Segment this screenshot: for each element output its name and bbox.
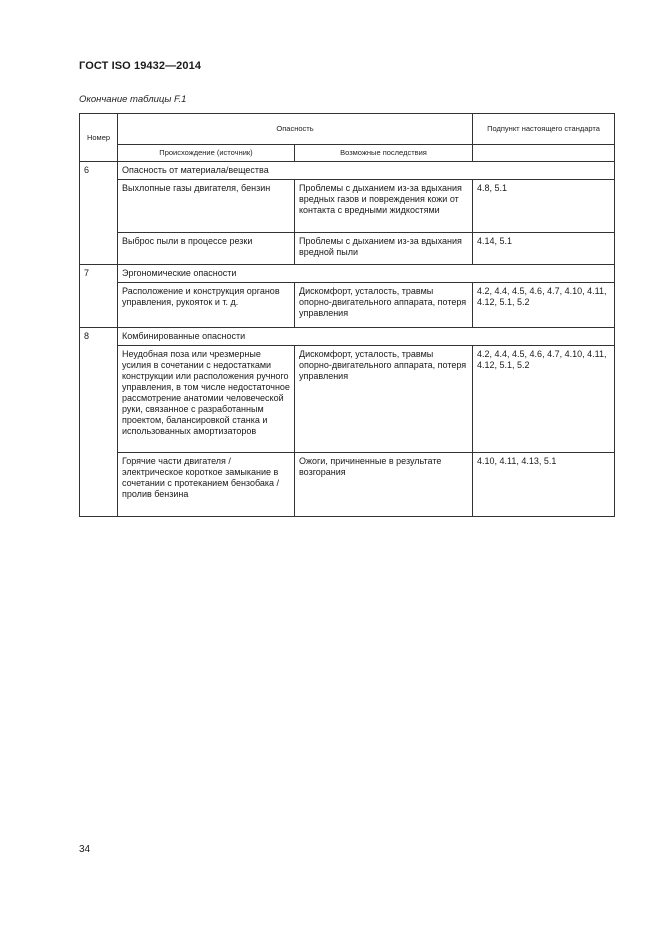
clause-cell: 4.2, 4.4, 4.5, 4.6, 4.7, 4.10, 4.11, 4.12, 5.1, 5.2 bbox=[473, 346, 615, 453]
group-title: Опасность от материала/вещества bbox=[118, 162, 615, 180]
origin-cell: Расположение и конструкция органов управления, рукояток и т. д. bbox=[118, 283, 295, 328]
table-row bbox=[80, 233, 615, 265]
header-hazard: Опасность bbox=[118, 114, 473, 145]
table-caption: Окончание таблицы F.1 bbox=[79, 94, 187, 105]
page-number: 34 bbox=[79, 844, 91, 855]
group-number: 7 bbox=[80, 265, 118, 328]
clause-cell: 4.8, 5.1 bbox=[473, 180, 615, 233]
table-row bbox=[80, 453, 615, 517]
origin-cell: Выброс пыли в процессе резки bbox=[118, 233, 295, 265]
group-title: Комбинированные опасности bbox=[118, 328, 615, 346]
origin-cell: Выхлопные газы двигателя, бензин bbox=[118, 180, 295, 233]
table-row bbox=[80, 180, 615, 233]
group-row bbox=[80, 265, 615, 283]
group-number: 6 bbox=[80, 162, 118, 265]
hazards-table bbox=[79, 113, 615, 517]
clause-cell: 4.14, 5.1 bbox=[473, 233, 615, 265]
consequences-cell: Проблемы с дыханием из-за вдыхания вредных газов и повреждения кожи от контакта с вредными жидкостями bbox=[295, 180, 473, 233]
header-clause: Подпункт настоящего стандарта bbox=[473, 114, 615, 145]
table-subheader-row bbox=[80, 145, 615, 162]
origin-cell: Неудобная поза или чрезмерные усилия в сочетании с недостатками конструкции или расположения ручного управления, в том числе недостаточное рассмотрение анатомии человеческой руки, связанное с разработанным проектом, балансировкой станка и использованных амортизаторов bbox=[118, 346, 295, 453]
header-clause-empty bbox=[473, 145, 615, 162]
header-origin: Происхождение (источник) bbox=[118, 145, 295, 162]
consequences-cell: Дискомфорт, усталость, травмы опорно-двигательного аппарата, потеря управления bbox=[295, 283, 473, 328]
table-header-row bbox=[80, 114, 615, 145]
header-consequences: Возможные последствия bbox=[295, 145, 473, 162]
clause-cell: 4.2, 4.4, 4.5, 4.6, 4.7, 4.10, 4.11, 4.12, 5.1, 5.2 bbox=[473, 283, 615, 328]
group-row bbox=[80, 162, 615, 180]
group-title: Эргономические опасности bbox=[118, 265, 615, 283]
clause-cell: 4.10, 4.11, 4.13, 5.1 bbox=[473, 453, 615, 517]
table-row bbox=[80, 346, 615, 453]
header-number: Номер bbox=[80, 114, 118, 162]
origin-cell: Горячие части двигателя / электрическое короткое замыкание в сочетании с протеканием бензобака / пролив бензина bbox=[118, 453, 295, 517]
document-header: ГОСТ ISO 19432—2014 bbox=[79, 60, 202, 72]
consequences-cell: Проблемы с дыханием из-за вдыхания вредной пыли bbox=[295, 233, 473, 265]
consequences-cell: Дискомфорт, усталость, травмы опорно-двигательного аппарата, потеря управления bbox=[295, 346, 473, 453]
consequences-cell: Ожоги, причиненные в результате возгорания bbox=[295, 453, 473, 517]
group-number: 8 bbox=[80, 328, 118, 517]
group-row bbox=[80, 328, 615, 346]
table-row bbox=[80, 283, 615, 328]
